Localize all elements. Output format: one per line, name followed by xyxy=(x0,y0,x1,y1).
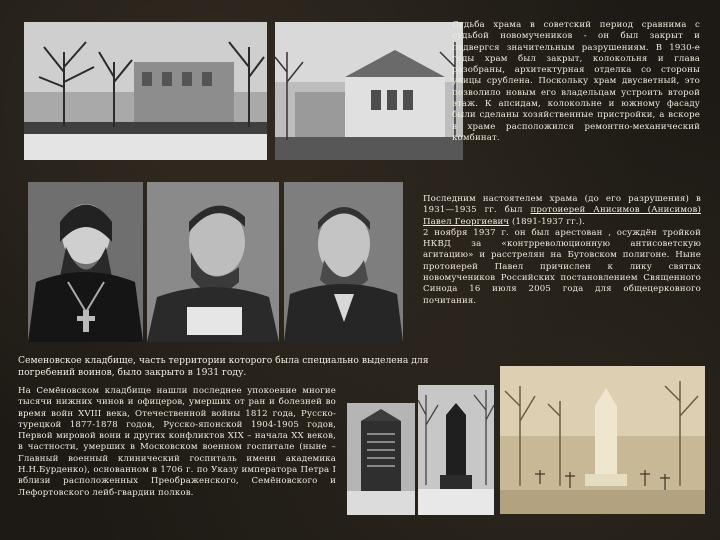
church-history-text: Судьба храма в советский период сравнима с судьбой новомучеников - он был закрыт и подвергся значительным разрушениям. В 1930-е годы храм был закрыт, колокольня и глава разобраны, архитектурная отделка со стороны улицы срублена. Поскольку храм двусветный, это позволило новым его владельцам устроить второй этаж. К апсидам, колокольне и южному фасаду были сделаны хозяйственные пристройки, а вскоре в храме расположился ремонтно-механический комбинат. xyxy=(452,20,700,143)
cemetery-caption: Семеновское кладбище, часть территории которого была специально выделена для погребений воинов, было закрыто в 1931 году. xyxy=(18,355,429,378)
photo-gravestone xyxy=(347,403,415,515)
photo-priest-portrait xyxy=(28,182,143,342)
rector-paragraph: Последним настоятелем храма (до его разрушения) в 1931—1935 гг. был протоиерей Анисимов (Анисимов) Павел Георгиевич (1891-1937 гг.). xyxy=(423,194,701,227)
photo-memorial xyxy=(418,385,494,515)
cemetery-text: На Семёновском кладбище нашли последнее упокоение многие тысячи нижних чинов и офицеров, умерших от ран и болезней во время войн XVIII века, Отечественной войны 1812 года, Русско-турецкой 1877-1878 годов, Русско-японской 1904-1905 годов, Первой мировой вони и других конфликтов XIX – начала XX веков, в частности, умерших в Московском военном госпитале (ныне – Главный военный клинический госпиталь имени академика Н.Н.Бурденко), основанном в 1706 г. по Указу императора Петра I вблизи расположенных Преображенского, Семёновского и Лефортовского лейб-гвардии полков. xyxy=(18,386,336,498)
rector-fate: 2 ноября 1937 г. он был арестован , осуждён тройкой НКВД за «контрреволюционную антисоветскую агитацию» и расстрелян на Бутовском полигоне. Ныне протоиерей Павел причислен к лику святых новомучеников Российских постановлением Священного Синода 16 июля 2005 года для общецерковного почитания. xyxy=(423,227,701,306)
photo-mugshot-profile xyxy=(147,182,279,342)
rector-text xyxy=(423,194,701,307)
rector-name: протоиерей Анисимов (Анисимов) Павел Георгиевич xyxy=(423,205,701,227)
photo-cemetery-monument xyxy=(500,366,705,514)
photo-winter-street xyxy=(24,22,267,160)
photo-church-building xyxy=(275,22,463,160)
photo-mugshot-front xyxy=(284,182,403,342)
